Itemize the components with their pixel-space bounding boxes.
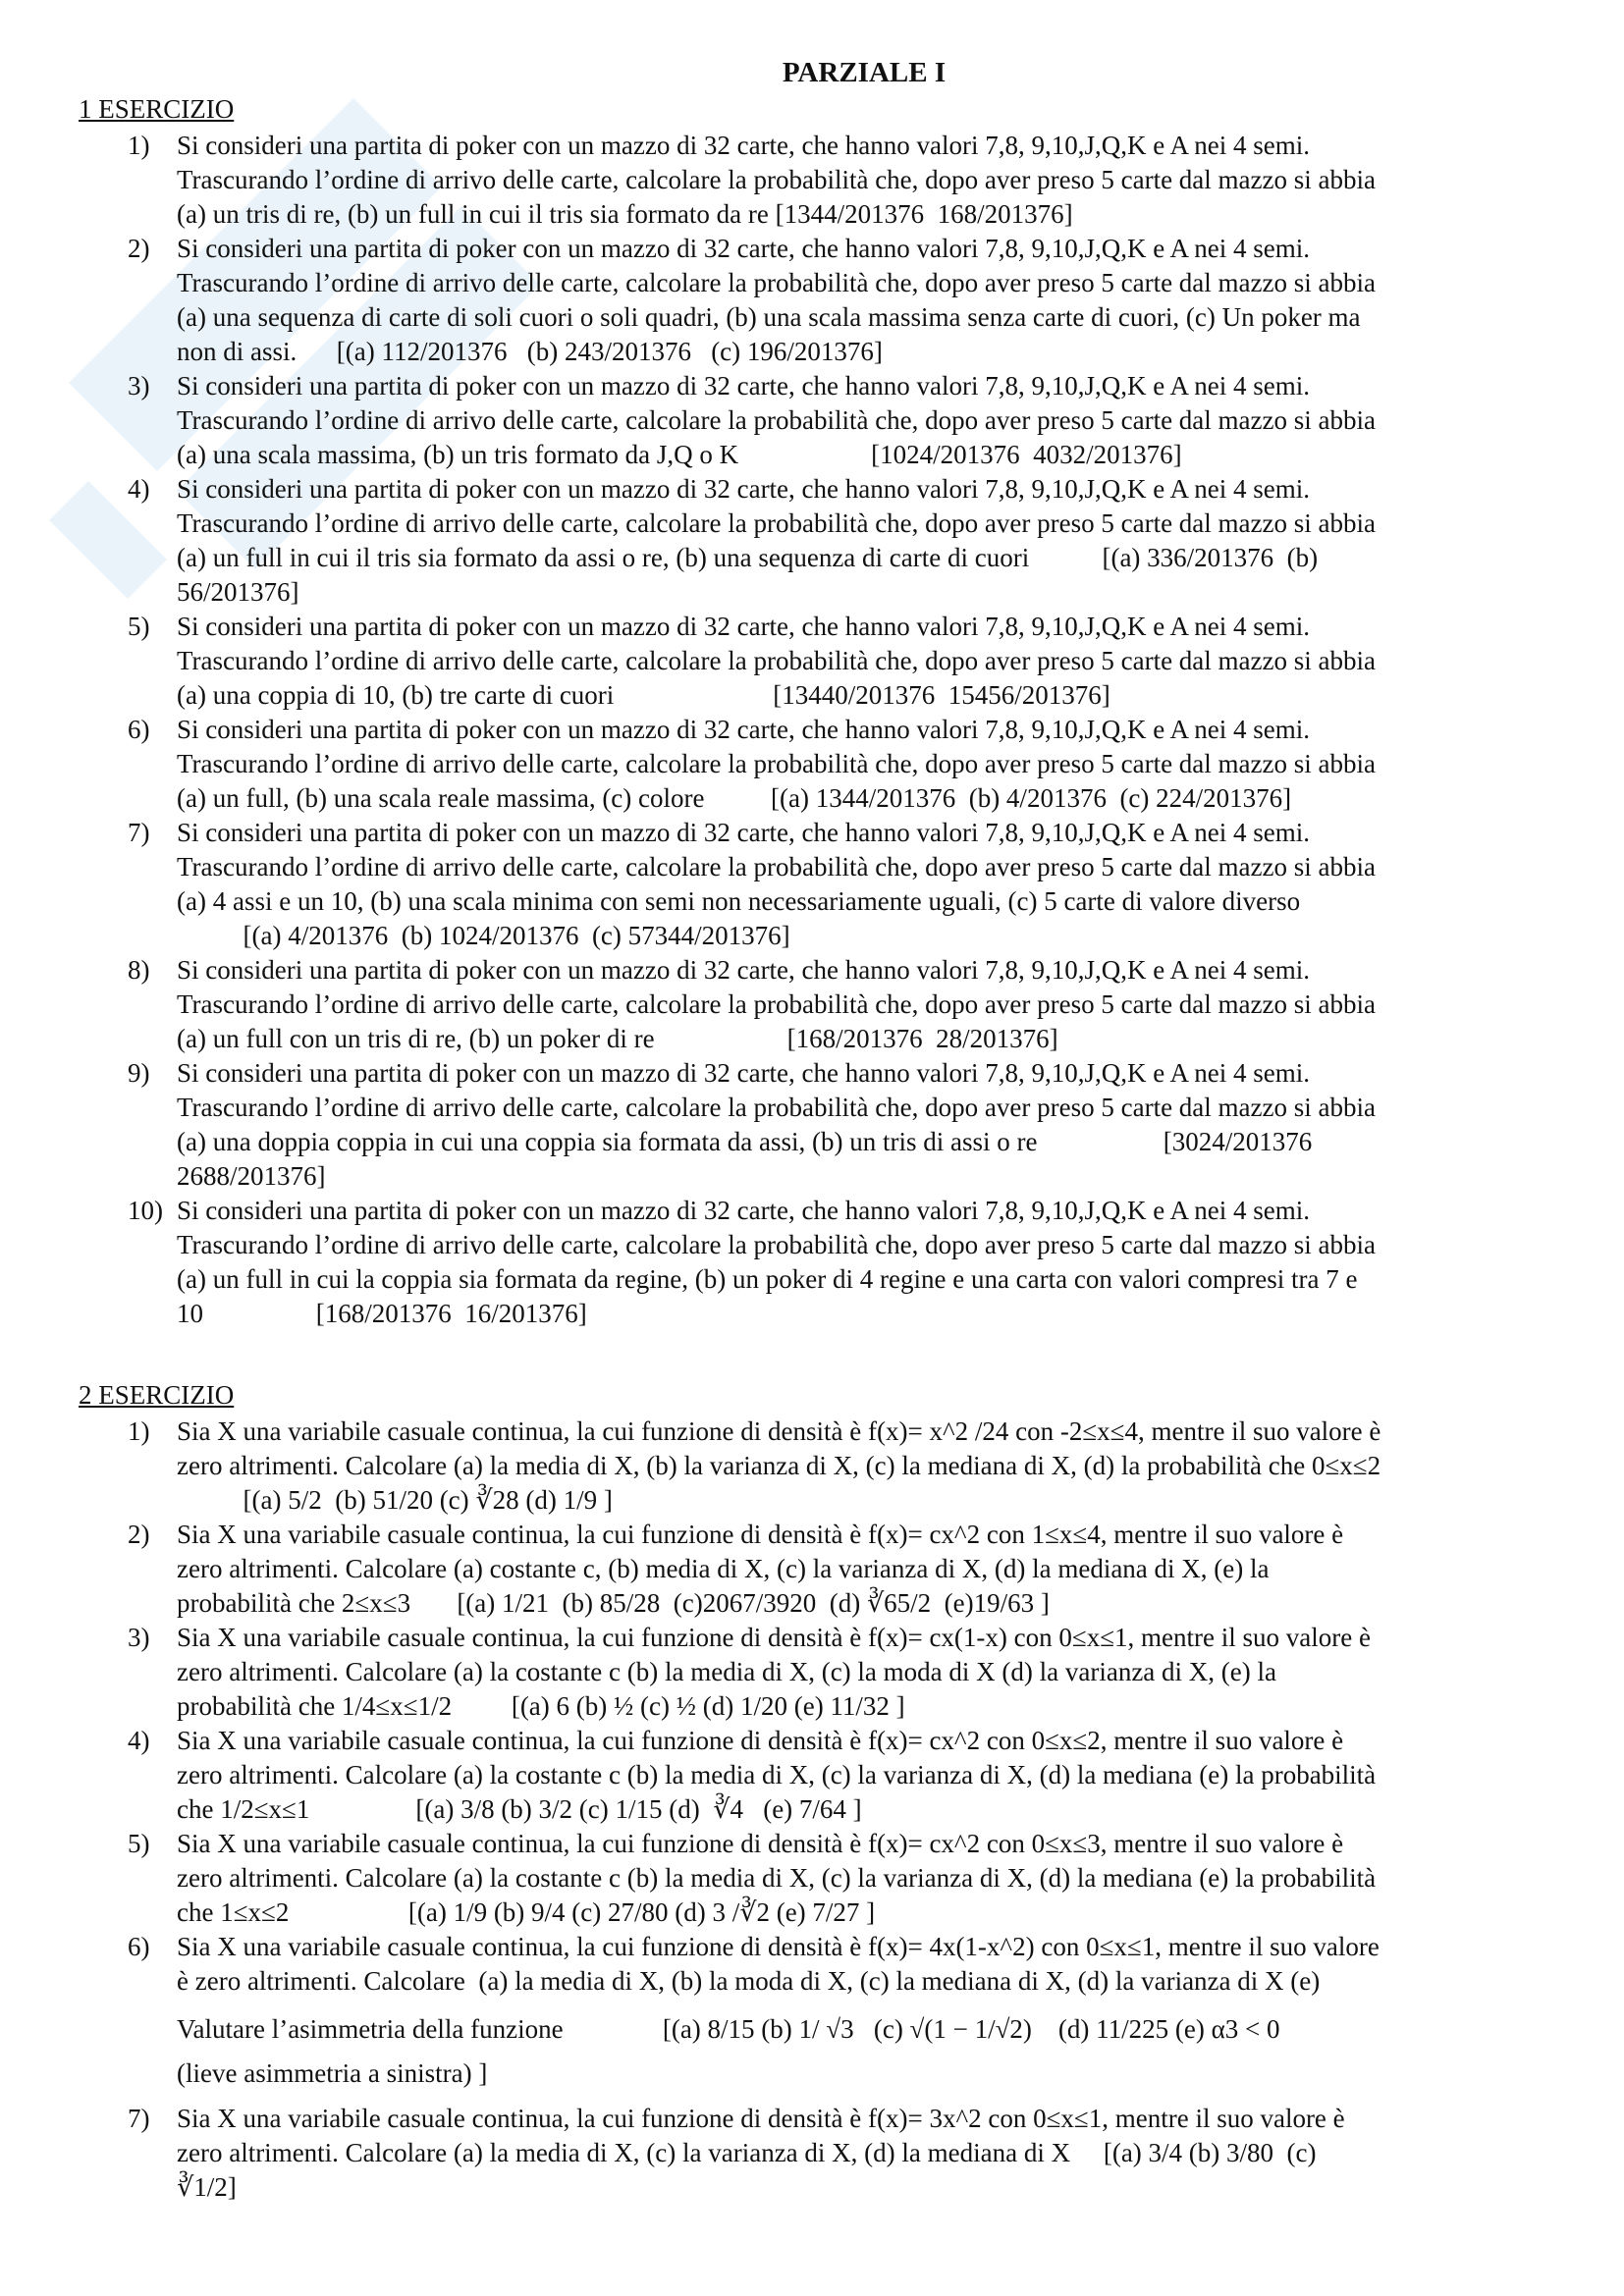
text-line: non di assi. [(a) 112/201376 (b) 243/201376 (c) 196/201376] [177,337,883,366]
item-text [177,713,1542,816]
item-text [177,369,1542,472]
page-title: PARZIALE I [782,57,947,88]
text-line: (a) un full in cui il tris sia formato da assi o re, (b) una sequenza di carte di cuori [(a) 336/201376 (b) [177,543,1319,572]
text-line: Trascurando l’ordine di arrivo delle carte, calcolare la probabilità che, dopo aver preso 5 carte dal mazzo si abbia [177,1230,1376,1259]
text-line: Si consideri una partita di poker con un mazzo di 32 carte, che hanno valori 7,8, 9,10,J,Q,K e A nei 4 semi. [177,371,1310,400]
item-number: 9) [128,1058,150,1088]
item-text [177,129,1542,232]
section-1-heading: 1 ESERCIZIO [79,94,235,124]
text-line: 2688/201376] [177,1161,326,1191]
list-item [128,1194,1542,1331]
text-line: Si consideri una partita di poker con un mazzo di 32 carte, che hanno valori 7,8, 9,10,J,Q,K e A nei 4 semi. [177,715,1310,744]
list-item [128,713,1542,816]
text-line: Sia X una variabile casuale continua, la cui funzione di densità è f(x)= cx^2 con 0≤x≤2, mentre il suo valore è [177,1726,1344,1755]
text-line: Trascurando l’ordine di arrivo delle carte, calcolare la probabilità che, dopo aver preso 5 carte dal mazzo si abbia [177,1093,1376,1122]
text-line: 56/201376] [177,577,299,607]
text-line: ∛1/2] [177,2172,237,2202]
text-line: (a) un full, (b) una scala reale massima, (c) colore [(a) 1344/201376 (b) 4/201376 (c) 224/201376] [177,783,1292,813]
item-number: 2) [128,234,150,263]
text-line: Sia X una variabile casuale continua, la cui funzione di densità è f(x)= 4x(1-x^2) con 0≤x≤1, mentre il suo valore [177,1932,1380,1961]
text-line: zero altrimenti. Calcolare (a) la media di X, (c) la varianza di X, (d) la mediana di X [(a) 3/4 (b) 3/80 (c) [177,2138,1317,2167]
text-line: (a) una coppia di 10, (b) tre carte di cuori [13440/201376 15456/201376] [177,680,1110,710]
text-line: Sia X una variabile casuale continua, la cui funzione di densità è f(x)= cx^2 con 0≤x≤3, mentre il suo valore è [177,1829,1344,1858]
text-line: Si consideri una partita di poker con un mazzo di 32 carte, che hanno valori 7,8, 9,10,J,Q,K e A nei 4 semi. [177,818,1310,847]
text-line: Si consideri una partita di poker con un mazzo di 32 carte, che hanno valori 7,8, 9,10,J,Q,K e A nei 4 semi. [177,1196,1310,1225]
text-line: zero altrimenti. Calcolare (a) costante c, (b) media di X, (c) la varianza di X, (d) la mediana di X, (e) la [177,1554,1270,1583]
item-number: 10) [128,1196,163,1225]
item-text [177,1194,1542,1331]
item-text [177,1621,1542,1724]
list-item [128,953,1542,1056]
text-line: zero altrimenti. Calcolare (a) la costante c (b) la media di X, (c) la moda di X (d) la varianza di X, (e) la [177,1657,1276,1686]
text-line: (a) una scala massima, (b) un tris formato da J,Q o K [1024/201376 4032/201376] [177,440,1182,469]
text-line: Trascurando l’ordine di arrivo delle carte, calcolare la probabilità che, dopo aver preso 5 carte dal mazzo si abbia [177,989,1376,1019]
text-line: (a) un full in cui la coppia sia formata da regine, (b) un poker di 4 regine e una carta con valori compresi tra 7 e [177,1264,1358,1294]
text-line: Si consideri una partita di poker con un mazzo di 32 carte, che hanno valori 7,8, 9,10,J,Q,K e A nei 4 semi. [177,131,1310,160]
text-line: Si consideri una partita di poker con un mazzo di 32 carte, che hanno valori 7,8, 9,10,J,Q,K e A nei 4 semi. [177,474,1310,504]
text-line: Si consideri una partita di poker con un mazzo di 32 carte, che hanno valori 7,8, 9,10,J,Q,K e A nei 4 semi. [177,955,1310,985]
item-text [177,816,1542,953]
text-line: (a) una sequenza di carte di soli cuori o soli quadri, (b) una scala massima senza carte di cuori, (c) Un poker ma [177,302,1361,332]
text-line: Trascurando l’ordine di arrivo delle carte, calcolare la probabilità che, dopo aver preso 5 carte dal mazzo si abbia [177,268,1376,297]
list-item [128,129,1542,232]
text-line: Si consideri una partita di poker con un mazzo di 32 carte, che hanno valori 7,8, 9,10,J,Q,K e A nei 4 semi. [177,612,1310,641]
text-line: Trascurando l’ordine di arrivo delle carte, calcolare la probabilità che, dopo aver preso 5 carte dal mazzo si abbia [177,508,1376,538]
text-line: zero altrimenti. Calcolare (a) la costante c (b) la media di X, (c) la varianza di X, (d) la mediana (e) la probabilità [177,1760,1377,1789]
item-text [177,610,1542,713]
item-number: 2) [128,1520,150,1549]
text-line: Valutare l’asimmetria della funzione [(a) 8/15 (b) 1/ √3 (c) √(1 − 1/√2) (d) 11/225 (e) α3 < 0 [177,2014,1280,2044]
text-line: Sia X una variabile casuale continua, la cui funzione di densità è f(x)= x^2 /24 con -2≤x≤4, mentre il suo valore è [177,1416,1381,1446]
list-item [128,2102,1542,2205]
text-line: [(a) 4/201376 (b) 1024/201376 (c) 57344/201376] [177,921,790,950]
text-line: Sia X una variabile casuale continua, la cui funzione di densità è f(x)= cx^2 con 1≤x≤4, mentre il suo valore è [177,1520,1344,1549]
item-text [177,232,1542,369]
text-line: che 1/2≤x≤1 [(a) 3/8 (b) 3/2 (c) 1/15 (d) ∛4 (e) 7/64 ] [177,1794,862,1824]
item-number: 3) [128,371,150,400]
item-number: 8) [128,955,150,985]
item-text [177,1415,1542,1518]
item-text [177,1930,1542,2091]
list-item [128,1621,1542,1724]
item-number: 6) [128,715,150,744]
list-item [128,1056,1542,1194]
item-text [177,1518,1542,1621]
item-text [177,1827,1542,1930]
text-line: Sia X una variabile casuale continua, la cui funzione di densità è f(x)= 3x^2 con 0≤x≤1, mentre il suo valore è [177,2104,1345,2133]
item-text [177,1724,1542,1827]
text-line: Si consideri una partita di poker con un mazzo di 32 carte, che hanno valori 7,8, 9,10,J,Q,K e A nei 4 semi. [177,234,1310,263]
text-line: [(a) 5/2 (b) 51/20 (c) ∛28 (d) 1/9 ] [177,1485,613,1515]
item-number: 1) [128,1416,150,1446]
text-line: probabilità che 2≤x≤3 [(a) 1/21 (b) 85/28 (c)2067/3920 (d) ∛65/2 (e)19/63 ] [177,1588,1050,1618]
text-line: Trascurando l’ordine di arrivo delle carte, calcolare la probabilità che, dopo aver preso 5 carte dal mazzo si abbia [177,852,1376,881]
item-number: 5) [128,612,150,641]
text-line: (a) un tris di re, (b) un full in cui il tris sia formato da re [1344/201376 168/201376] [177,199,1073,229]
item-number: 1) [128,131,150,160]
text-line: Si consideri una partita di poker con un mazzo di 32 carte, che hanno valori 7,8, 9,10,J,Q,K e A nei 4 semi. [177,1058,1310,1088]
item-number: 5) [128,1829,150,1858]
text-line: è zero altrimenti. Calcolare (a) la media di X, (b) la moda di X, (c) la mediana di X, (d) la varianza di X (e) [177,1966,1321,1996]
item-text [177,472,1542,610]
text-line: (a) 4 assi e un 10, (b) una scala minima con semi non necessariamente uguali, (c) 5 carte di valore diverso [177,886,1301,916]
item-number: 7) [128,818,150,847]
item-number: 4) [128,1726,150,1755]
text-line: zero altrimenti. Calcolare (a) la media di X, (b) la varianza di X, (c) la mediana di X, (d) la probabilità che 0≤x≤2 [177,1451,1381,1480]
text-line: Trascurando l’ordine di arrivo delle carte, calcolare la probabilità che, dopo aver preso 5 carte dal mazzo si abbia [177,165,1376,194]
list-item [128,610,1542,713]
text-line: (a) una doppia coppia in cui una coppia sia formata da assi, (b) un tris di assi o re [3024/201376 [177,1127,1313,1156]
text-line: 10 [168/201376 16/201376] [177,1299,587,1328]
text-line: Sia X una variabile casuale continua, la cui funzione di densità è f(x)= cx(1-x) con 0≤x≤1, mentre il suo valore è [177,1623,1371,1652]
text-line: Trascurando l’ordine di arrivo delle carte, calcolare la probabilità che, dopo aver preso 5 carte dal mazzo si abbia [177,749,1376,778]
text-line: (a) un full con un tris di re, (b) un poker di re [168/201376 28/201376] [177,1024,1058,1053]
item-number: 4) [128,474,150,504]
text-line: zero altrimenti. Calcolare (a) la costante c (b) la media di X, (c) la varianza di X, (d) la mediana (e) la probabilità [177,1863,1377,1893]
list-item [128,472,1542,610]
text-line: probabilità che 1/4≤x≤1/2 [(a) 6 (b) ½ (c) ½ (d) 1/20 (e) 11/32 ] [177,1691,905,1721]
list-item [128,369,1542,472]
item-number: 3) [128,1623,150,1652]
list-item [128,1930,1542,2091]
list-item [128,1827,1542,1930]
text-line: che 1≤x≤2 [(a) 1/9 (b) 9/4 (c) 27/80 (d) 3 /∛2 (e) 7/27 ] [177,1897,876,1927]
list-item [128,816,1542,953]
item-text [177,953,1542,1056]
item-text [177,2102,1542,2205]
item-number: 7) [128,2104,150,2133]
item-number: 6) [128,1932,150,1961]
item-text [177,1056,1542,1194]
list-item [128,232,1542,369]
list-item [128,1415,1542,1518]
text-line: Trascurando l’ordine di arrivo delle carte, calcolare la probabilità che, dopo aver preso 5 carte dal mazzo si abbia [177,405,1376,435]
section-2-heading: 2 ESERCIZIO [79,1380,235,1410]
text-line: Trascurando l’ordine di arrivo delle carte, calcolare la probabilità che, dopo aver preso 5 carte dal mazzo si abbia [177,646,1376,675]
text-line: (lieve asimmetria a sinistra) ] [177,2058,488,2088]
list-item [128,1724,1542,1827]
list-item [128,1518,1542,1621]
